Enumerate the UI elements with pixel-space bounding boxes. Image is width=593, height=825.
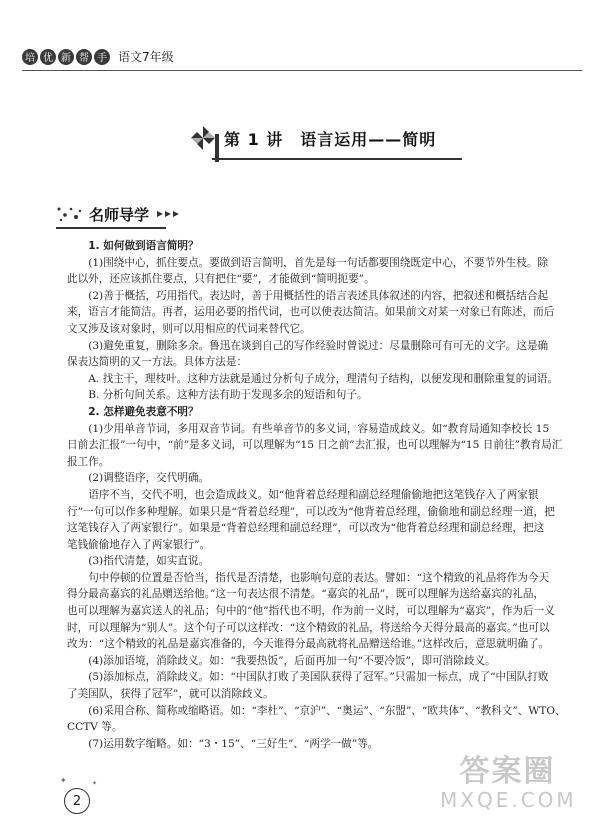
grade-label: 语文7年级 bbox=[118, 50, 174, 64]
body-line: (3)避免重复，删除多余。鲁迅在谈到自己的写作经验时曾说过：尽量删除可有可无的文字。这是确 bbox=[88, 339, 549, 352]
body-line: 了美国队，获得了冠军”，就可以消除歧义。 bbox=[67, 688, 274, 701]
page-number: 2 bbox=[64, 788, 90, 814]
body-line: (4)添加语境，消除歧义。如：“我要热饭”，后面再加一句“不要冷饭”，即可消除歧义。 bbox=[88, 654, 496, 667]
body-line: (3)指代清楚，如实直说。 bbox=[88, 555, 210, 568]
lesson-title: 第 1 讲 语言运用——简明 bbox=[224, 129, 437, 149]
body-line: (2)调整语序，交代明确。 bbox=[88, 472, 210, 485]
body-line: (6)采用合称、简称或缩略语。如：“李杜”、“京沪”、“奥运”、“东盟”、“欧共体”、“教科文”、WTO、 bbox=[88, 704, 566, 717]
running-header bbox=[22, 48, 174, 65]
body-line: 也可以理解为嘉宾送人的礼品；句中的“他”指代也不明，作为前一义时，可以理解为“嘉宾”，作为后一义 bbox=[67, 605, 555, 618]
body-line: 此以外，还应该抓住要点，只有把住“要”，才能做到“简明扼要”。 bbox=[67, 273, 375, 286]
watermark-line-2: MXQE.COM bbox=[440, 788, 577, 812]
body-line: 日前去汇报”一句中，“前”是多义词，可以理解为“15 日之前”去汇报，也可以理解为“15 日前往”教育局汇 bbox=[67, 439, 563, 452]
series-brand bbox=[22, 49, 112, 65]
body-line: 语序不当，交代不明，也会造成歧义。如“他背着总经理和副总经理偷偷地把这笔钱存入了两家银 bbox=[88, 488, 539, 501]
brand-char: 手 bbox=[94, 49, 110, 65]
pinwheel-icon bbox=[190, 125, 216, 151]
body-line: 得分最高嘉宾的礼品赠送给他。”这一句表达很不清楚。“嘉宾的礼品”，既可以理解为送给嘉宾的礼品， bbox=[67, 588, 545, 601]
body-line: 报工作。 bbox=[67, 455, 110, 468]
article-body bbox=[67, 238, 565, 752]
body-line: 改为：“这个精致的礼品是嘉宾准备的，今天谁得分最高就将礼品赠送给谁。”这样改后，意思就明确了。 bbox=[67, 638, 550, 651]
sparkle-icon: ✦ bbox=[92, 780, 98, 787]
body-line: (7)运用数字缩略。如：“3・15”、“三好生”、“两学一做”等。 bbox=[88, 737, 379, 750]
body-line: 保表达简明的又一方法。具体方法是： bbox=[67, 356, 248, 369]
watermark bbox=[440, 754, 577, 822]
arrow-decoration-icon bbox=[155, 208, 187, 220]
body-line: 文又涉及该对象时，则可以用相应的代词来替代它。 bbox=[67, 322, 311, 335]
body-line: B. 分析句间关系。这种方法有助于发现多余的短语和句子。 bbox=[88, 389, 368, 402]
header-rule bbox=[22, 70, 582, 71]
body-line: CCTV 等。 bbox=[67, 721, 123, 734]
body-line: 笔钱偷偷地存入了两家银行”。 bbox=[67, 538, 211, 551]
body-line: (5)添加标点，消除歧义。如：“中国队打败了美国队获得了冠军。”只需加一标点，成了“中国队打败 bbox=[88, 671, 549, 684]
body-heading: 1. 如何做到语言简明？ bbox=[88, 240, 199, 252]
brand-char: 帮 bbox=[76, 49, 92, 65]
brand-char: 培 bbox=[22, 49, 38, 65]
lesson-title-block bbox=[190, 125, 436, 151]
body-line: 来，语言才能简洁。再者，运用必要的指代词，也可以使表达简洁。如果前文对某一对象已有陈述，而后 bbox=[67, 306, 555, 319]
dots-icon bbox=[55, 203, 83, 225]
body-line: (1)少用单音节词，多用双音节词。有些单音节的多义词，容易造成歧义。如“教育局通知李校长 15 bbox=[88, 422, 550, 435]
body-line: (1)围绕中心，抓住要点。要做到语言简明，首先是每一句话都要围绕既定中心，不要节外生枝。除 bbox=[88, 256, 549, 269]
brand-char: 新 bbox=[58, 49, 74, 65]
body-line: (2)善于概括，巧用指代。表达时，善于用概括性的语言表述具体叙述的内容，把叙述和概括结合起 bbox=[88, 289, 549, 302]
body-heading: 2. 怎样避免表意不明？ bbox=[88, 405, 199, 418]
brand-char: 优 bbox=[40, 49, 56, 65]
body-line: 句中停顿的位置是否恰当，指代是否清楚，也影响句意的表达。譬如：“这个精致的礼品将作为今天 bbox=[88, 571, 550, 584]
title-underline bbox=[212, 158, 462, 160]
body-line: 这笔钱存入了两家银行”。如果是“背着总经理和副总经理”，可以改为“他背着总经理和副总经理，把这 bbox=[67, 522, 545, 535]
body-line: A. 找主干，理枝叶。这种方法就是通过分析句子成分，理清句子结构，以便发现和删除重复的词语。 bbox=[88, 372, 559, 385]
section-underline bbox=[56, 227, 166, 229]
sparkle-icon: ✦ bbox=[60, 776, 67, 785]
watermark-line-1: 答案圈 bbox=[459, 754, 556, 789]
section-title: 名师导学 bbox=[89, 205, 150, 224]
body-line: 行”一句可以作多种理解。如果只是“背着总经理”，可以改为“他背着总经理，偷偷地和副总经理一道，把 bbox=[67, 505, 555, 518]
section-header bbox=[55, 203, 187, 225]
body-line: 时，可以理解为“别人”。这个句子可以这样改：“这个精致的礼品，将送给今天得分最高的嘉宾。”也可以 bbox=[67, 621, 550, 634]
